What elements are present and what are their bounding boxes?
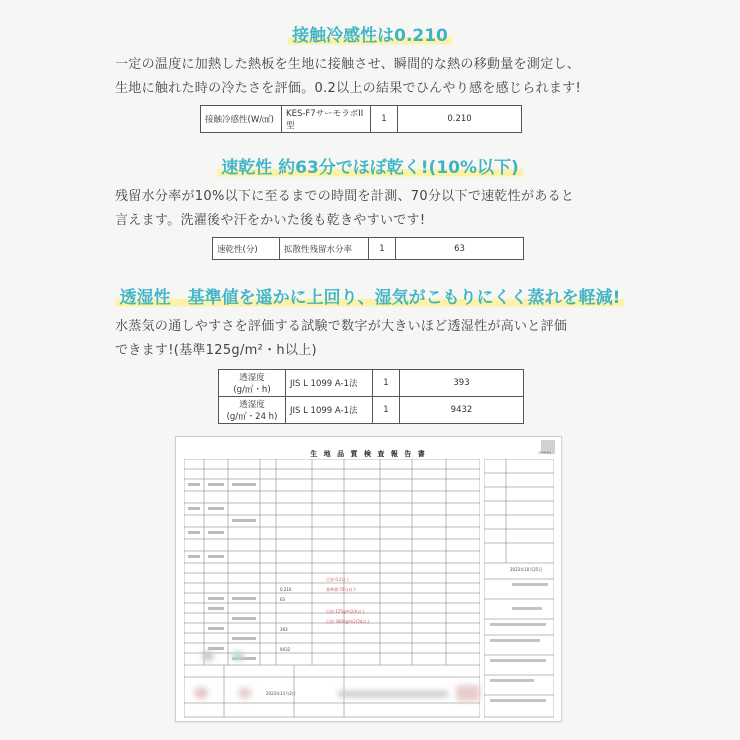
spec-table xyxy=(212,237,524,260)
section-breathability xyxy=(0,288,740,424)
table-cell-value: 63 xyxy=(396,238,524,260)
report-value: 0.210 xyxy=(280,587,292,592)
table-cell-n: 1 xyxy=(369,238,396,260)
table-cell-item xyxy=(219,397,286,424)
table-cell-item: 接触冷感性(W/㎠) xyxy=(201,106,282,133)
table-cell-value: 9432 xyxy=(400,397,524,424)
description-line: 残留水分率が10%以下に至るまでの時間を計測、70分以下で速乾性があると xyxy=(115,189,575,204)
table-cell-n: 1 xyxy=(371,106,398,133)
report-date-issued: 2023年10月25日 xyxy=(510,567,543,572)
report-date-footer: 2023年11月2日 xyxy=(266,691,296,696)
section-description xyxy=(115,185,625,233)
table-cell-method: KES-F7サーモラボII型 xyxy=(282,106,371,133)
section-description xyxy=(115,53,625,101)
table-row xyxy=(219,370,524,397)
description-line: 水蒸気の通しやすさを評価する試験で数字が大きいほど透湿性が高いと評価 xyxy=(115,319,568,334)
table-row xyxy=(219,397,524,424)
test-report-scan xyxy=(175,436,562,722)
blurred-seal xyxy=(232,651,244,661)
report-title: 生 地 品 質 検 査 報 告 書 xyxy=(310,450,427,458)
section-heading: 透湿性 基準値を遥かに上回り、湿気がこもりにくく蒸れを軽減! xyxy=(116,288,625,308)
section-description xyxy=(115,315,625,363)
report-note: 目安:125g/m2/h以上 xyxy=(326,609,366,614)
section-heading: 接触冷感性は0.210 xyxy=(288,26,452,46)
table-cell-method: JIS L 1099 A-1法 xyxy=(286,370,373,397)
report-right-panel xyxy=(484,459,554,719)
section-heading: 速乾性 約63分でほぼ乾く!(10%以下) xyxy=(217,158,523,178)
report-value: 393 xyxy=(280,627,288,632)
report-value: 9432 xyxy=(280,647,291,652)
report-note: 基準値:70分以下 xyxy=(326,587,357,592)
table-cell-method: 拡散性残留水分率 xyxy=(280,238,369,260)
description-line: 生地に触れた時の冷たさを評価。0.2以上の結果でひんやり感を感じられます! xyxy=(115,81,581,96)
description-line: できます!(基準125g/m²・h以上) xyxy=(115,343,317,358)
blurred-seal xyxy=(194,687,208,699)
table-cell-n: 1 xyxy=(373,397,400,424)
blurred-seal xyxy=(238,687,252,699)
report-note: 目安:0.2以上 xyxy=(326,577,350,582)
table-cell-value: 0.210 xyxy=(398,106,522,133)
blurred-address xyxy=(338,691,448,697)
table-cell-method: JIS L 1099 A-1法 xyxy=(286,397,373,424)
item-line: 透湿度 xyxy=(239,373,265,383)
description-line: 一定の温度に加熱した熱板を生地に接触させ、瞬間的な熱の移動量を測定し、 xyxy=(115,57,581,72)
spec-table xyxy=(218,369,524,424)
report-note: 目安:3000g/m2/24以上 xyxy=(326,619,371,624)
item-line: 透湿度 xyxy=(239,400,265,410)
description-line: 言えます。洗濯後や汗をかいた後も乾きやすいです! xyxy=(115,213,426,228)
blurred-seal xyxy=(202,651,214,661)
item-line: (g/㎡・h) xyxy=(233,385,271,395)
spec-table xyxy=(200,105,522,133)
report-ref: (****/*) xyxy=(538,451,551,455)
right-panel-lines xyxy=(484,459,554,719)
table-cell-n: 1 xyxy=(373,370,400,397)
section-quick-dry xyxy=(0,158,740,260)
table-cell-value: 393 xyxy=(400,370,524,397)
table-cell-item xyxy=(219,370,286,397)
section-contact-cooling xyxy=(0,26,740,133)
table-row xyxy=(213,238,524,260)
table-row xyxy=(201,106,522,133)
table-cell-item: 速乾性(分) xyxy=(213,238,280,260)
item-line: (g/㎡・24 h) xyxy=(226,412,278,422)
blurred-stamp xyxy=(456,685,480,701)
report-value: 63 xyxy=(280,597,286,602)
